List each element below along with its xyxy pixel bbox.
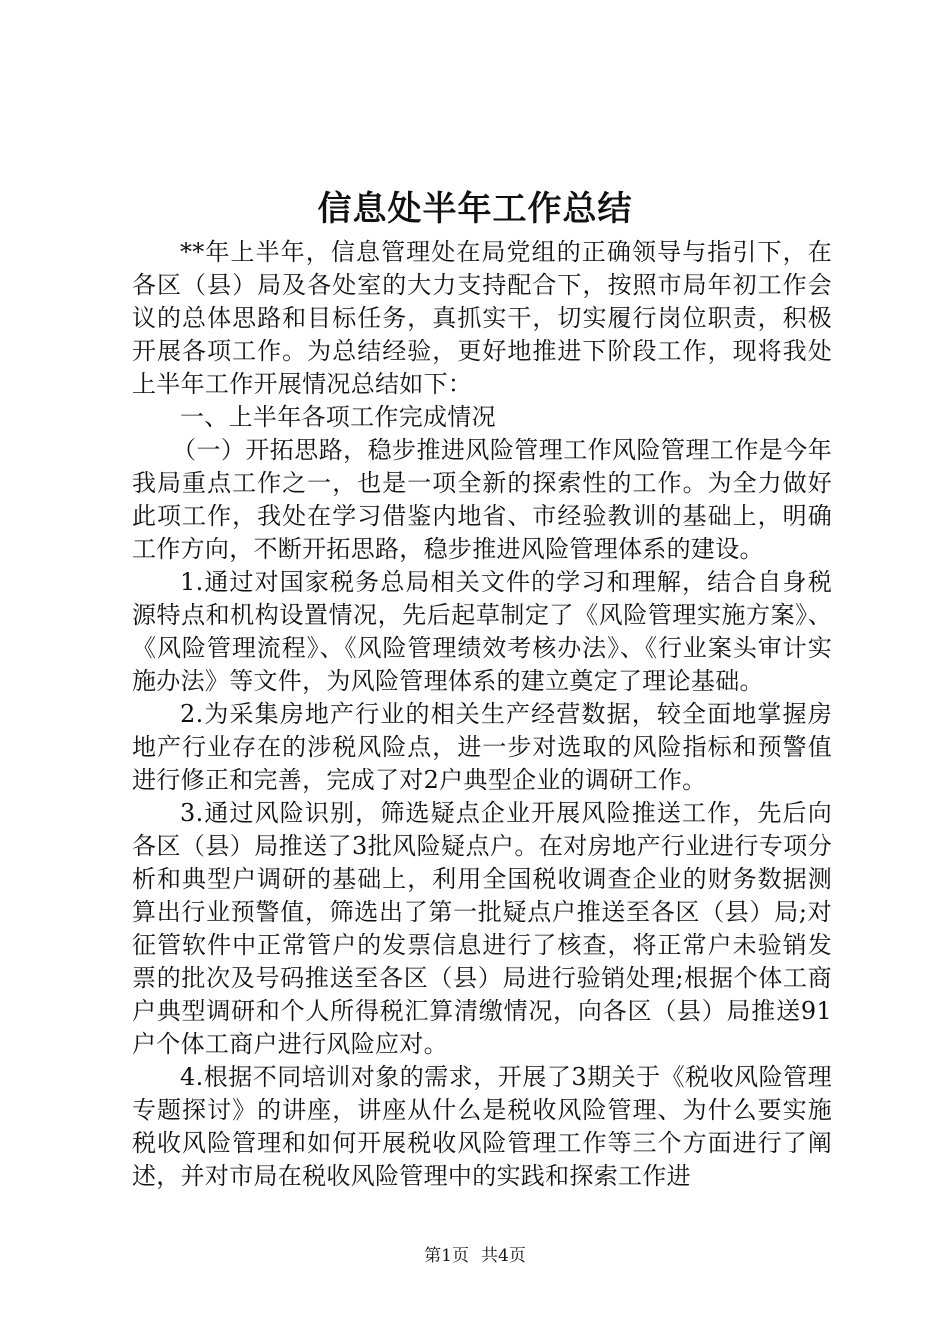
subsection-paragraph: （一）开拓思路，稳步推进风险管理工作风险管理工作是今年我局重点工作之一，也是一项全新的探索性的工作。为全力做好此项工作，我处在学习借鉴内地省、市经验教训的基础上，明确工作方向，不断开拓思路，稳步推进风险管理体系的建设。 xyxy=(132,436,832,563)
intro-paragraph: **年上半年，信息管理处在局党组的正确领导与指引下，在各区（县）局及各处室的大力支持配合下，按照市局年初工作会议的总体思路和目标任务，真抓实干，切实履行岗位职责，积极开展各项工作。为总结经验，更好地推进下阶段工作，现将我处上半年工作开展情况总结如下： xyxy=(132,238,832,398)
document-body xyxy=(132,236,832,1193)
page-number: 第1页 xyxy=(424,1246,469,1266)
document-title: 信息处半年工作总结 xyxy=(317,189,633,229)
item-paragraph-3: 3.通过风险识别，筛选疑点企业开展风险推送工作，先后向各区（县）局推送了3批风险疑点户。在对房地产行业进行专项分析和典型户调研的基础上，利用全国税收调查企业的财务数据测算出行业预警值，筛选出了第一批疑点户推送至各区（县）局;对征管软件中正常管户的发票信息进行了核查，将正常户未验销发票的批次及号码推送至各区（县）局进行验销处理;根据个体工商户典型调研和个人所得税汇算清缴情况，向各区（县）局推送91户个体工商户进行风险应对。 xyxy=(132,799,832,1058)
page-footer xyxy=(0,1245,950,1267)
item-paragraph-1: 1.通过对国家税务总局相关文件的学习和理解，结合自身税源特点和机构设置情况，先后起草制定了《风险管理实施方案》、《风险管理流程》、《风险管理绩效考核办法》、《行业案头审计实施办法》等文件，为风险管理体系的建立奠定了理论基础。 xyxy=(132,568,832,695)
item-paragraph-2: 2.为采集房地产行业的相关生产经营数据，较全面地掌握房地产行业存在的涉税风险点，进一步对选取的风险指标和预警值进行修正和完善，完成了对2户典型企业的调研工作。 xyxy=(132,700,832,794)
section-heading: 一、上半年各项工作完成情况 xyxy=(180,403,496,431)
item-paragraph-4: 4.根据不同培训对象的需求，开展了3期关于《税收风险管理专题探讨》的讲座，讲座从什么是税收风险管理、为什么要实施税收风险管理和如何开展税收风险管理工作等三个方面进行了阐述，并对市局在税收风险管理中的实践和探索工作进 xyxy=(132,1063,832,1190)
page-total: 共4页 xyxy=(481,1246,526,1266)
